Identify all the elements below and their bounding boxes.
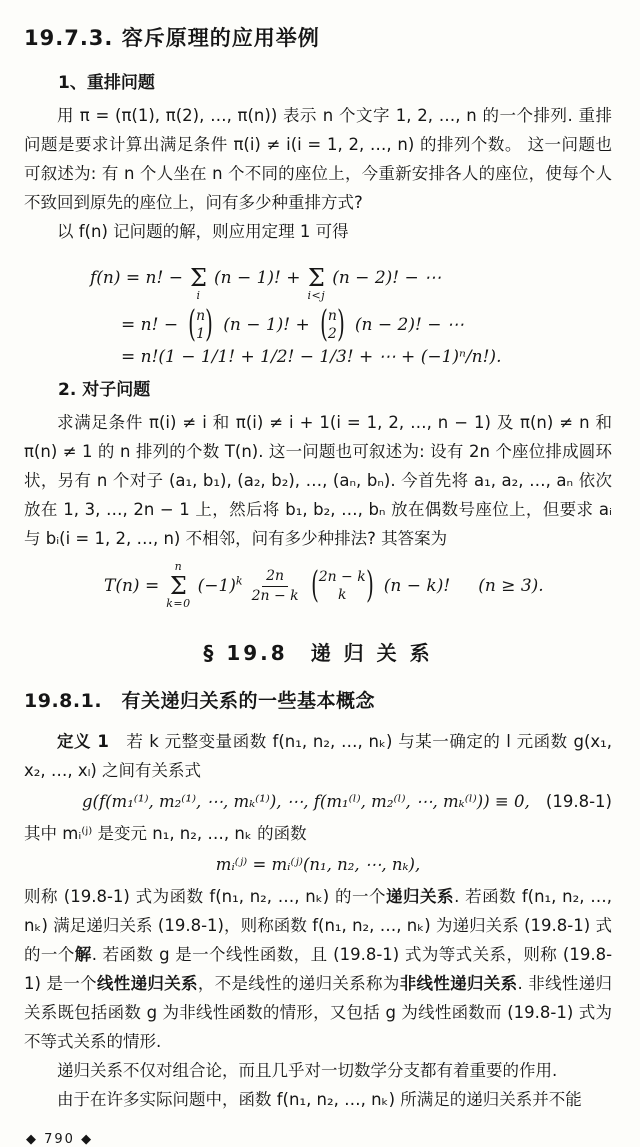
right-paren: )	[365, 564, 374, 606]
binomial-coefficient	[308, 564, 377, 606]
fraction	[250, 567, 301, 606]
run-text: ，不是线性的递归关系称为	[197, 973, 400, 993]
sigma-operator: Σ	[190, 264, 207, 292]
run-bold-nonlinear: 非线性递归关系	[399, 973, 518, 993]
subsection-heading-1981: 19.8.1. 有关递归关系的一些基本概念	[24, 689, 376, 712]
formula-text: f(n) = n! −	[90, 268, 183, 289]
paragraph-derangement-intro: 用 π = (π(1), π(2), …, π(n)) 表示 n 个文字 1, 2, …, n 的一个排列. 重排问题是要求计算出满足条件 π(i) ≠ i(i = 1, 2, …, n) 的排列个数。 这一问题也可叙述为: 有 n 个人坐在 n 个不同的座位上，今重新安排各人的座位，使每个人不致回到原先的座位上，问有多少种重排方式?	[24, 106, 612, 212]
binomial-top: n	[196, 307, 206, 324]
binomial-bottom: 1	[196, 325, 206, 342]
fraction-numerator: 2n	[262, 567, 288, 587]
binomial-stack	[319, 568, 366, 604]
binomial-bottom: 2	[327, 325, 337, 342]
definition-text: 若 k 元整变量函数 f(n₁, n₂, …, nₖ) 与某一确定的 l 元函数 g(x₁, x₂, …, xₗ) 之间有关系式	[24, 731, 612, 780]
definition-label: 定义 1	[57, 731, 109, 751]
paragraph-where: 其中 mᵢ⁽ʲ⁾ 是变元 n₁, n₂, …, nₖ 的函数	[24, 823, 307, 843]
binomial-top: 2n − k	[318, 568, 366, 585]
formula-line-1	[90, 254, 612, 303]
formula-text	[198, 576, 243, 596]
item1-title: 1、重排问题	[58, 73, 155, 93]
binomial-top: n	[327, 307, 337, 324]
formula-text: (n − 2)! − ⋯	[354, 314, 464, 335]
section-heading-198: § 19.8 递 归 关 系	[203, 640, 433, 665]
run-bold-solution: 解	[74, 944, 92, 964]
run-bold-recurrence: 递归关系	[386, 886, 455, 906]
paragraph-definition-1	[24, 727, 612, 785]
paragraph-menage-intro: 求满足条件 π(i) ≠ i 和 π(i) ≠ i + 1(i = 1, 2, …, n − 1) 及 π(n) ≠ n 和 π(n) ≠ 1 的 n 排列的个数 T(n). 这一问题也可叙述为: 设有 2n 个座位排成圆环状，另有 n 个对子 (a₁, b₁), (a₂, b₂), …, (aₙ, bₙ). 今首先将 a₁, a₂, …, aₙ 依次放在 1, 3, …, 2n − 1 上，然后将 b₁, b₂, …, bₙ 放在偶数号座位上，但要求 aᵢ 与 bᵢ(i = 1, 2, …, n) 不相邻，问有多少种排法? 其答案为	[24, 413, 612, 549]
formula-text: T(n) =	[104, 575, 160, 596]
right-paren: )	[337, 303, 345, 345]
run-bold-linear: 线性递归关系	[96, 973, 198, 993]
formula-line-3	[121, 347, 612, 367]
base-text: (−1)	[197, 575, 236, 596]
item2-title: 2. 对子问题	[58, 380, 151, 401]
formula-text: = n!(1 − 1/1! + 1/2! − 1/3! + ⋯ + (−1)ⁿ/n!).	[121, 347, 502, 368]
page-number: ◆ 790 ◆	[26, 1131, 94, 1147]
formula-condition: (n ≥ 3).	[478, 575, 544, 596]
equation-body: g(f(m₁⁽¹⁾, m₂⁽¹⁾, ⋯, mₖ⁽¹⁾), ⋯, f(m₁⁽ˡ⁾, m₂⁽ˡ⁾, ⋯, mₖ⁽ˡ⁾)) ≡ 0,	[82, 791, 530, 811]
formula-text: (n − 1)! +	[213, 268, 301, 289]
run-text: 则称 (19.8-1) 式为函数 f(n₁, n₂, …, nₖ) 的一个	[24, 886, 387, 906]
sum-lower-limit: k=0	[166, 597, 191, 611]
derangement-formula	[24, 254, 612, 367]
binomial-stack	[328, 307, 337, 343]
formula-text: (n − 2)! − ⋯	[332, 268, 442, 289]
summation-sigma	[166, 561, 190, 610]
paragraph-importance: 递归关系不仅对组合论，而且几乎对一切数学分支都有着重要的作用.	[57, 1060, 558, 1080]
binomial-bottom: k	[337, 587, 347, 604]
run-text: . 若函数 g 是一个线性函数，且 (19.8-1) 式为等式关系，则称 (19.8-1) 是一个	[24, 944, 613, 993]
formula-text: (n − 1)! +	[223, 314, 310, 335]
paragraph-last: 由于在许多实际问题中，函数 f(n₁, n₂, …, nₖ) 所满足的递归关系并不能	[57, 1089, 582, 1109]
fraction-denominator: 2n − k	[251, 587, 299, 604]
menage-formula	[24, 561, 612, 610]
exponent-k: k	[235, 574, 243, 588]
binomial-stack	[196, 307, 205, 343]
paragraph-recursion-main	[24, 882, 612, 1056]
formula-line	[104, 561, 612, 610]
summation-sigma	[190, 254, 207, 303]
summation-sigma	[308, 254, 326, 303]
run-text: . 非线性递归关系既包括函数 g 为非线性函数的情形，又包括 g 为线性函数而 (19.8-1) 式为不等式关系的情形.	[24, 973, 613, 1051]
left-paren: (	[310, 564, 319, 606]
sum-upper-limit: n	[174, 560, 183, 574]
binomial-coefficient	[317, 303, 348, 345]
sigma-operator: Σ	[307, 264, 325, 292]
run-text: . 若函数 f(n₁, n₂, …, nₖ) 满足递归关系 (19.8-1)，则称函数 f(n₁, n₂, …, nₖ) 为递归关系 (19.8-1) 式的一个	[24, 886, 612, 964]
formula-line-2	[121, 303, 612, 345]
sum-lower-limit: i	[196, 289, 201, 302]
left-paren: (	[188, 303, 196, 345]
equation-tag: (19.8-1)	[545, 791, 612, 811]
sigma-operator: Σ	[169, 572, 187, 601]
section-heading-1973: 19.7.3. 容斥原理的应用举例	[24, 26, 320, 50]
right-paren: )	[205, 303, 214, 345]
sum-lower-limit: i<j	[307, 289, 326, 302]
equation-19-8-1	[24, 787, 612, 817]
formula-text: (n − k)!	[383, 575, 451, 596]
binomial-coefficient	[185, 303, 216, 345]
left-paren: (	[319, 303, 328, 345]
paragraph-derangement-lead: 以 f(n) 记问题的解，则应用定理 1 可得	[57, 222, 349, 241]
equation-m-definition: mᵢ⁽ʲ⁾ = mᵢ⁽ʲ⁾(n₁, n₂, ⋯, nₖ),	[215, 854, 421, 874]
formula-text: = n! −	[121, 314, 179, 335]
